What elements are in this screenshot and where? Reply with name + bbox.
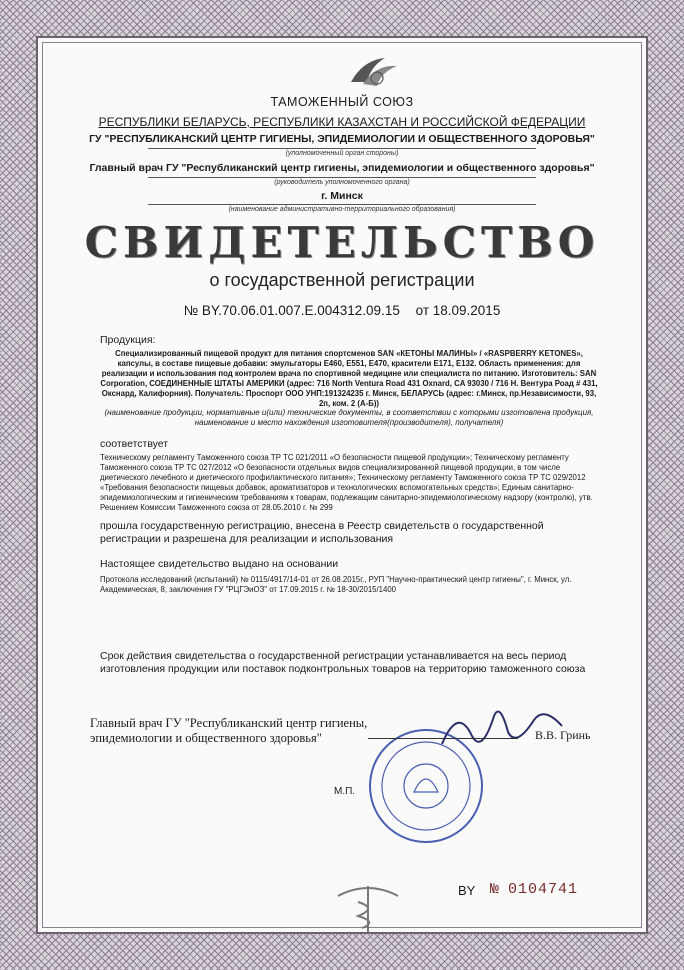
basis-label: Настоящее свидетельство выдано на основании <box>100 558 339 570</box>
compliance-label: соответствует <box>100 438 169 450</box>
signatory-name: В.В. Гринь <box>535 728 591 742</box>
handwritten-signature-icon <box>438 696 568 756</box>
chief-caption: (руководитель уполномоченного органа) <box>274 179 410 186</box>
customs-union-emblem-icon <box>343 52 403 92</box>
registration-text: прошла государственную регистрацию, внесена в Реестр свидетельств о государственной регистрации и разрешена для реализации и использования <box>100 520 544 545</box>
serial-number-block <box>490 881 578 898</box>
authority-caption: (уполномоченный орган стороны) <box>285 150 399 157</box>
product-label: Продукция: <box>100 334 156 346</box>
number-sign: № <box>490 881 501 898</box>
basis-text: Протокола исследований (испытаний) № 0115/4917/14-01 от 26.08.2015г., РУП "Научно-практический центр гигиены", г. Минск, ул. Академическая, 8, заключения ГУ "РЦГЭиОЗ" от 17.09.2015 г. № 18-30/2015/1400 <box>100 575 572 594</box>
certificate-body <box>36 36 648 934</box>
serial-prefix: BY <box>458 883 476 898</box>
city-caption: (наименование административно-территориального образования) <box>228 206 456 213</box>
compliance-text: Техническому регламенту Таможенного союза ТР ТС 021/2011 «О безопасности пищевой продукции»; Техническому регламенту Таможенного союза ТР ТС 027/2012 «О безопасности отдельных видов специализированной пищевой продукции, в том числе диетического лечебного и диетического профилактического питания»; Техническому регламенту Таможенного союза ТР ТС 029/2012 «Требования безопасности пищевых добавок, ароматизаторов и технологических вспомогательных средств»; Единым санитарно-эпидемиологическим и гигиеническим требованиям к товарам, подлежащим санитарно-эпидемиологическому надзору (контролю), утв. Решением Комиссии Таможенного союза от 28.05.2010 г. № 299 <box>100 453 593 512</box>
authority-name: ГУ "РЕСПУБЛИКАНСКИЙ ЦЕНТР ГИГИЕНЫ, ЭПИДЕМИОЛОГИИ И ОБЩЕСТВЕННОГО ЗДОРОВЬЯ" <box>89 133 595 145</box>
signature-line <box>368 738 518 739</box>
certificate-number-line <box>38 303 646 318</box>
republics-line: РЕСПУБЛИКИ БЕЛАРУСЬ, РЕСПУБЛИКИ КАЗАХСТАН И РОССИЙСКОЙ ФЕДЕРАЦИИ <box>98 115 586 129</box>
divider <box>148 204 536 205</box>
product-caption: (наименование продукции, нормативные и(или) технические документы, в соответствии с которыми изготовлена продукция, наименование и место нахождения изготовителя(производителя), получателя) <box>104 408 594 427</box>
product-text: Специализированный пищевой продукт для питания спортсменов SAN «КЕТОНЫ МАЛИНЫ» / «RASPBERRY KETONES», капсулы, в составе пищевые добавки: эмульгаторы E460, E551, E470, красители E171, E132. Область применения: для реализации и использования под контролем врача по спортивной медицине или специалиста по питанию. Изготовитель: SAN Corporation, СОЕДИНЕННЫЕ ШТАТЫ АМЕРИКИ (адрес: 716 North Ventura Road 431 Oxnard, CA 93030 / 716 Н. Вентура Роад # 431, Окснард, Калифорния). Получатель: Проспорт ООО УНП:191324235 г. Минск, БЕЛАРУСЬ (адрес: г.Минск, пр.Независимости, 93, 2п, ком. 2 (А-Б)) <box>100 349 598 408</box>
divider <box>148 148 536 149</box>
certificate-date: от 18.09.2015 <box>415 303 501 318</box>
validity-text: Срок действия свидетельства о государственной регистрации устанавливается на весь период изготовления продукции или поставок подконтрольных товаров на территорию таможенного союза <box>100 650 586 675</box>
certificate-title: СВИДЕТЕЛЬСТВО <box>84 218 600 267</box>
union-title: ТАМОЖЕННЫЙ СОЮЗ <box>270 95 414 109</box>
certificate-subtitle: о государственной регистрации <box>209 270 475 290</box>
certificate-number: № BY.70.06.01.007.E.004312.09.15 <box>183 303 400 318</box>
stamp-mark: М.П. <box>334 786 356 797</box>
signatory-position: Главный врач ГУ "Республиканский центр гигиены, эпидемиологии и общественного здоровья" <box>90 716 368 745</box>
divider <box>148 177 536 178</box>
city-line: г. Минск <box>321 190 363 202</box>
chief-line: Главный врач ГУ "Республиканский центр гигиены, эпидемиологии и общественного здоровья" <box>89 162 595 174</box>
serial-number: 0104741 <box>508 881 579 898</box>
caduceus-emblem-icon <box>328 876 408 936</box>
